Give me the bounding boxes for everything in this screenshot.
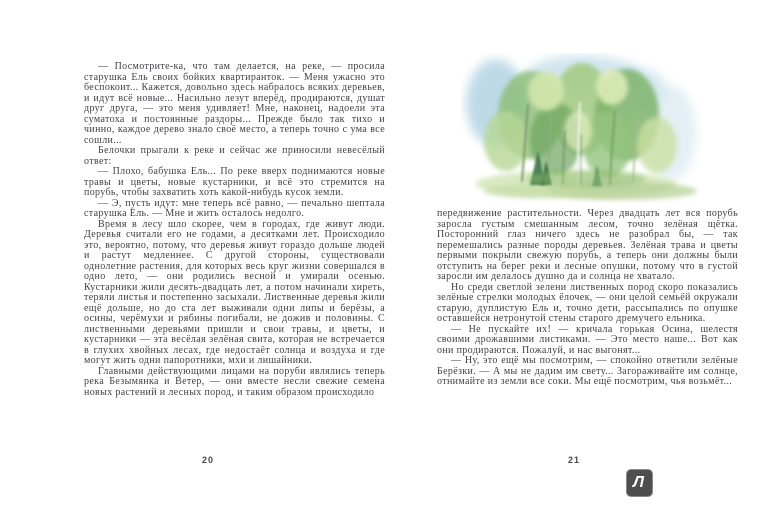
paragraph: Главными действующими лицами на поруби являлись теперь река Безымянка и Ветер, — они вместе несли свежие семена новых растений и лесных пород, и таким образом происходило	[84, 365, 385, 398]
paragraph: — Плохо, бабушка Ель... По реке вверх поднимаются новые травы и цветы, новые кустарники, и всё это стремится на порубь, чтобы захватить хоть какой-нибудь кусок земли.	[84, 166, 385, 198]
paragraph: Но среди светлой зелени лиственных пород скоро показались зелёные стрелки молодых ёлочек, — они целой семьёй окружали старую, дуплистую Ель и, точно дети, рассыпались по опушке оставшейся нетронутой стены старого дремучего ельника.	[437, 281, 738, 324]
right-page-number: 21	[567, 455, 580, 465]
paragraph: — Ну, это ещё мы посмотрим, — спокойно ответили зелёные Берёзки. — А мы не дадим им свету... Загораживайте им солнце, отнимайте из земли все соки. Мы ещё посмотрим, чья возьмёт...	[437, 355, 738, 387]
paragraph: передвижение растительности. Через двадцать лет вся порубь заросла густым смешанным лесом, точно зелёная щётка. Посторонний глаз ничего здесь не разобрал бы, — так перемешались разные породы деревьев. Зелёная трава и цветы первыми покрыли свежую порубь, а теперь они должны были отступить на берег реки и лесные опушки, потому что в густой заросли им делалось душно да и солнца не хватало.	[437, 208, 738, 282]
paragraph: — Посмотрите-ка, что там делается, на реке, — просила старушка Ель своих бойких квартиранток. — Меня ужасно это беспокоит... Кажется, довольно здесь набралось всяких деревьев, и идут всё новые... Насильно лезут вперёд, продираются, душат друг друга, — это меня удивляет! Мне, наконец, надоели эта суматоха и постоянные раздоры... Прежде было так тихо и чинно, каждое дерево знало своё место, а теперь точно с ума все сошли...	[84, 61, 385, 146]
left-page-text	[84, 62, 385, 398]
forest-illustration-svg	[460, 53, 704, 203]
paragraph: — Не пускайте их! — кричала горькая Осина, шелестя своими дрожавшими листиками. — Это место наше... Вот как они продираются. Пожалуй, и нас выгонят...	[437, 323, 738, 356]
paragraph: — Э, пусть идут: мне теперь всё равно, — печально шептала старушка Ель. — Мне и жить осталось недолго.	[84, 197, 385, 219]
right-page-text	[437, 209, 738, 388]
paragraph: Белочки прыгали к реке и сейчас же приносили невесёлый ответ:	[84, 145, 385, 167]
labirint-logo-letter: Л	[633, 474, 644, 491]
paragraph: Время в лесу шло скорее, чем в городах, где живут люди. Деревья считали его не годами, а десятками лет. Происходило это, вероятно, потому, что деревья живут гораздо дольше людей и растут медленнее. С другой стороны, существовали однолетние растения, для которых весь круг жизни совершался в одно лето, — они родились весной и умирали осенью. Кустарники жили десять-двадцать лет, а потом начинали хиреть, теряли листья и постепенно засыхали. Лиственные деревья жили ещё дольше, но до ста лет выживали одни липы и берёзы, а осины, черёмухи и рябины погибали, не дожив и половины. С лиственными деревьями пришли и свои травы, и цветы, и кустарники — эта весёлая зелёная свита, которая не встречается в глухих хвойных лесах, где недостаёт солнца и воздуха и где могут жить одни папоротники, мхи и лишайники.	[84, 218, 385, 366]
labirint-watermark	[626, 469, 653, 497]
forest-illustration	[460, 53, 704, 203]
left-page-number: 20	[201, 455, 214, 465]
